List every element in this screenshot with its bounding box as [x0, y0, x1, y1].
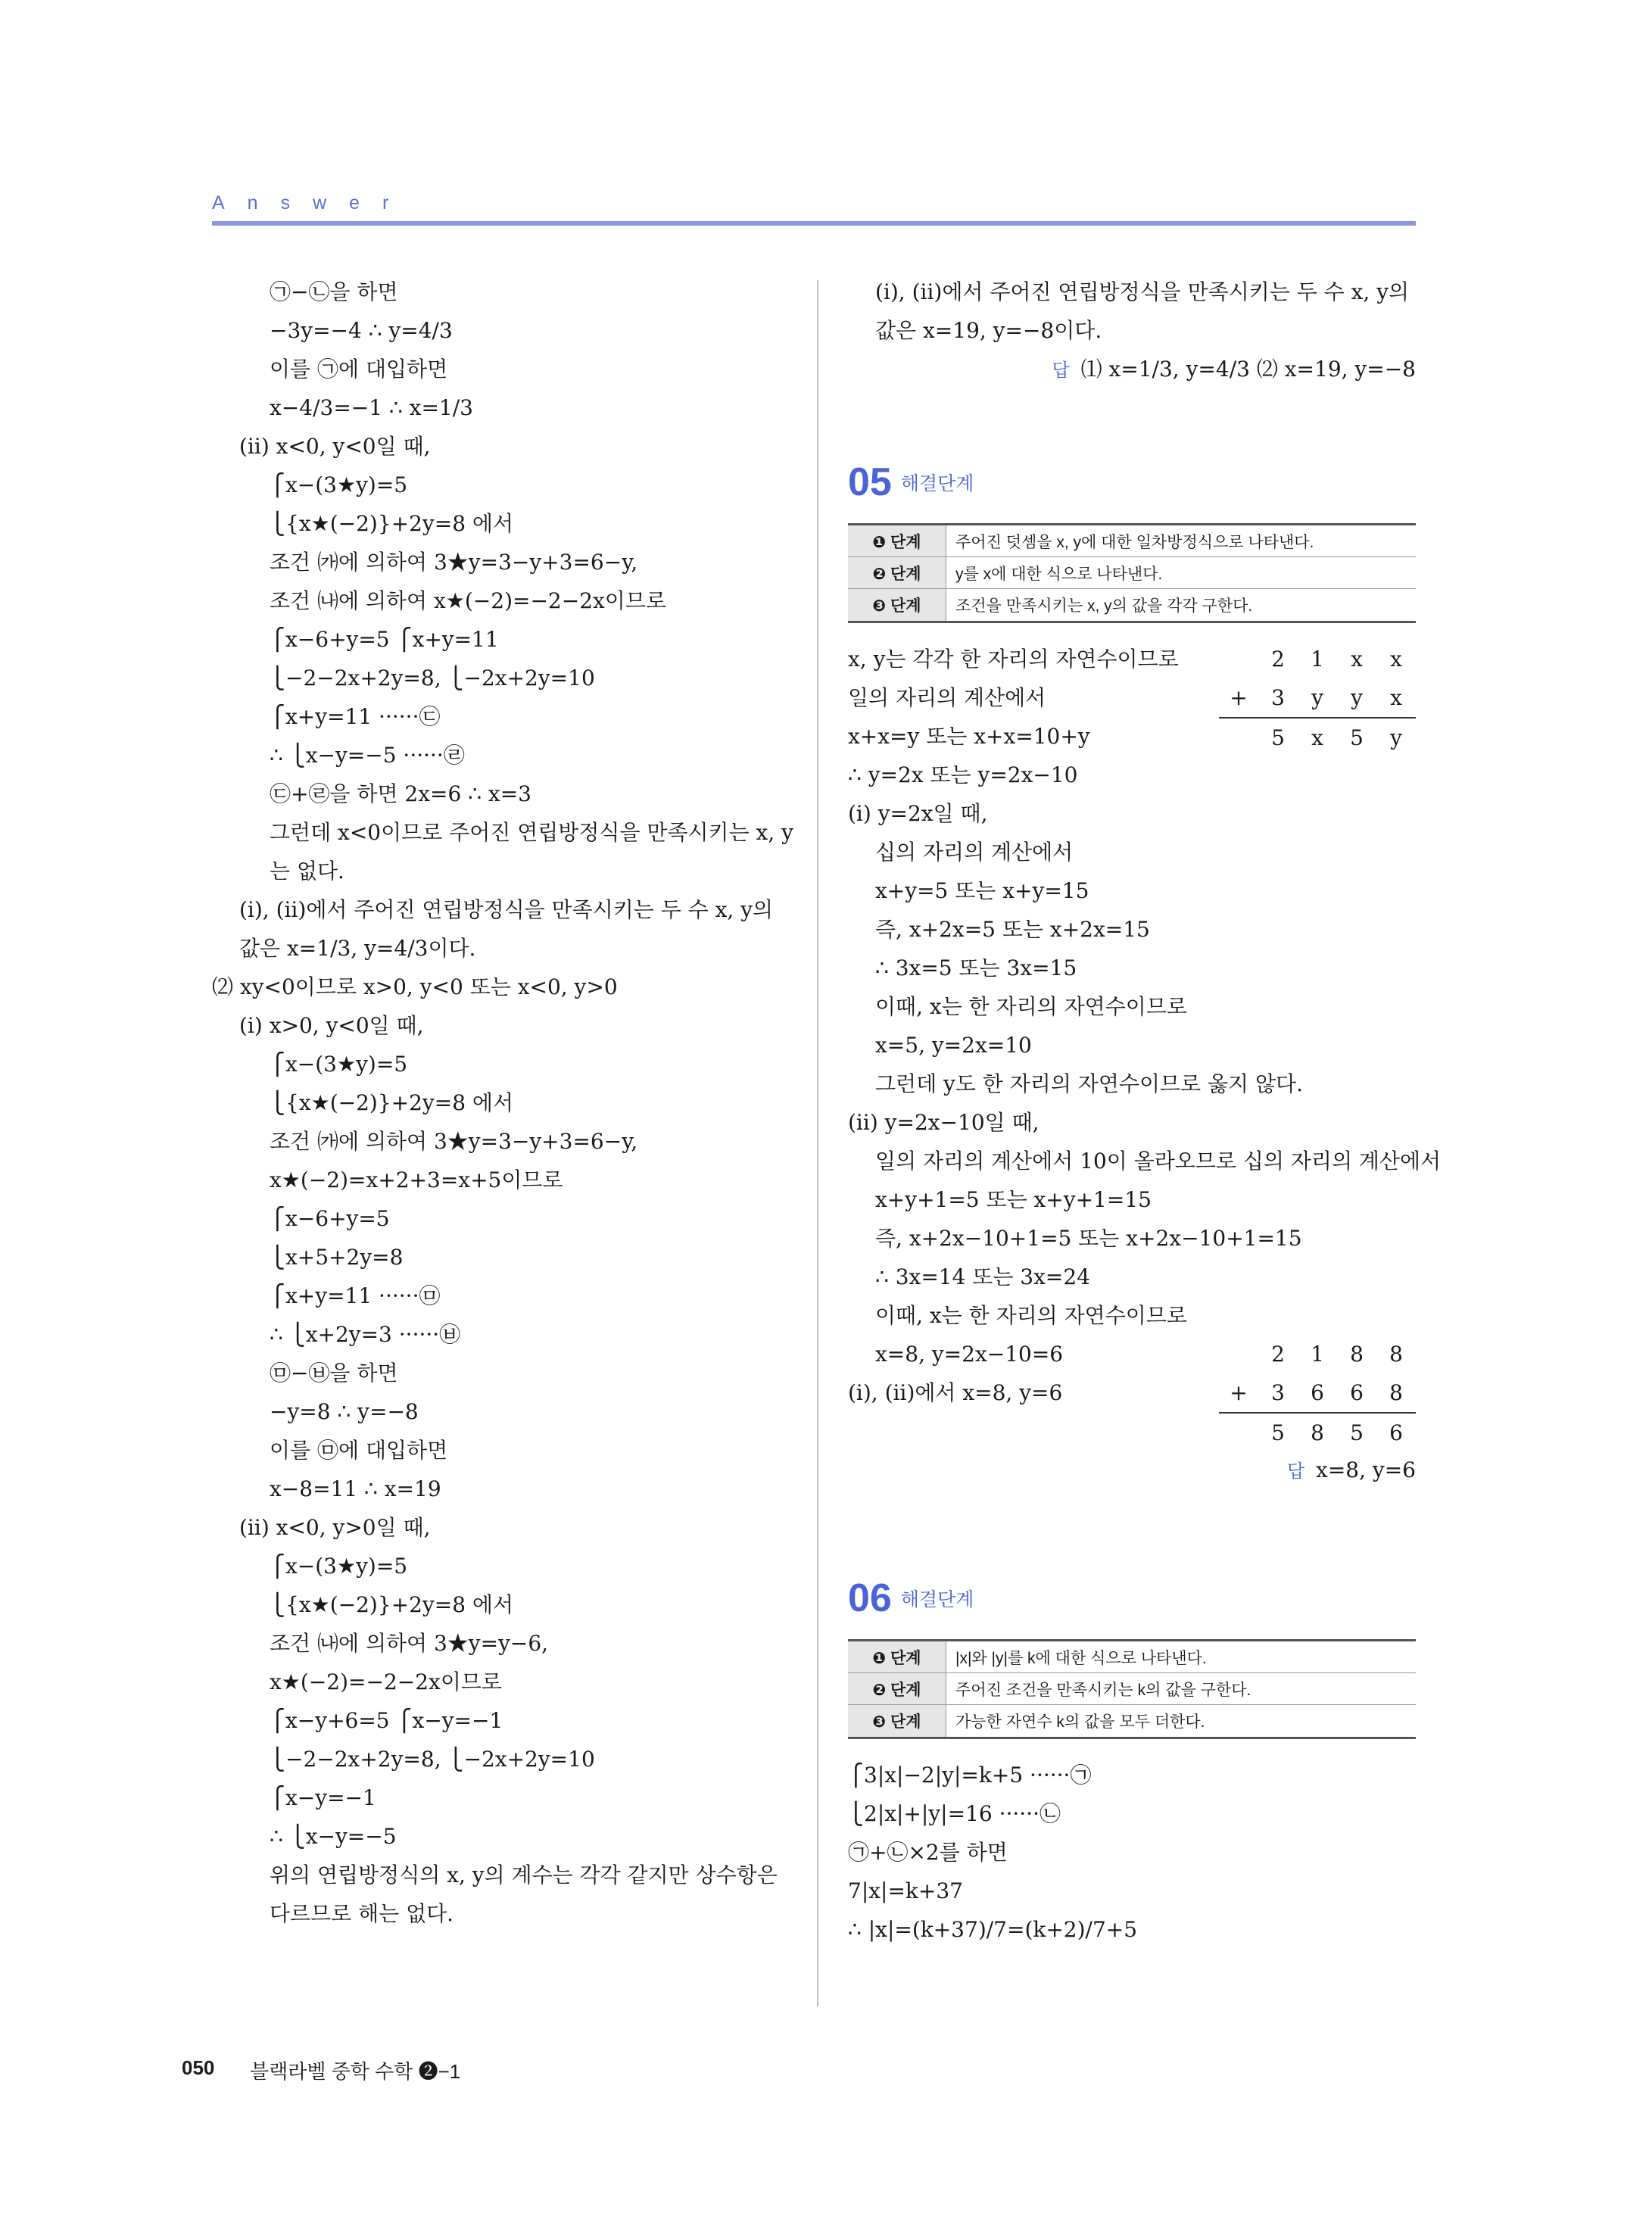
- text-line: x−8=11 ∴ x=19: [270, 1476, 441, 1501]
- text-line: 그런데 x<0이므로 주어진 연립방정식을 만족시키는 x, y: [270, 820, 793, 845]
- digit-cell: +: [1230, 1380, 1248, 1405]
- digit-cell: y: [1351, 685, 1363, 710]
- text-line: 즉, x+2x−10+1=5 또는 x+2x−10+1=15: [875, 1226, 1302, 1251]
- step-row: [848, 525, 1416, 557]
- text-line: (ⅱ) y=2x−10일 때,: [848, 1110, 1040, 1135]
- text-line: 값은 x=19, y=−8이다.: [875, 318, 1102, 343]
- text-line: x★(−2)=x+2+3=x+5이므로: [270, 1167, 563, 1192]
- text-line: ⎩{x★(−2)}+2y=8 에서: [270, 1592, 514, 1617]
- digit-cell: 8: [1311, 1420, 1324, 1445]
- addition-result: [1219, 1414, 1416, 1452]
- digit-cell: 5: [1350, 1420, 1364, 1445]
- text-line: (ⅱ) x<0, y>0일 때,: [239, 1515, 431, 1540]
- digit-cell: y: [1390, 725, 1402, 750]
- text-line: x−4/3=−1 ∴ x=1/3: [270, 395, 473, 420]
- digit-cell: +: [1230, 685, 1248, 710]
- text-line: ㉤−㉥을 하면: [270, 1361, 398, 1386]
- step-number: ❸ 단계: [848, 1705, 946, 1737]
- addition-check: [1219, 1335, 1416, 1452]
- step-row: [848, 557, 1416, 589]
- step-row: [848, 589, 1416, 621]
- text-line: x=8, y=2x−10=6: [875, 1342, 1064, 1367]
- step-row: [848, 1641, 1416, 1673]
- step-description: |x|와 |y|를 k에 대한 식으로 나타낸다.: [955, 1649, 1207, 1667]
- text-line: ∴ y=2x 또는 y=2x−10: [848, 762, 1078, 787]
- digit-cell: 1: [1311, 647, 1324, 672]
- text-line: 즉, x+2x=5 또는 x+2x=15: [875, 917, 1150, 942]
- addition-result: [1219, 719, 1416, 757]
- text-line: 조건 ㈎에 의하여 3★y=3−y+3=6−y,: [270, 1129, 638, 1154]
- text-line: ⎧x+y=11 ······㉢: [270, 704, 441, 729]
- page-number: 050: [182, 2056, 215, 2079]
- text-line: ∴ ⎩x+2y=3 ······㉥: [270, 1322, 461, 1347]
- answer-key: 답: [1052, 360, 1070, 381]
- step-number: ❷ 단계: [848, 1673, 946, 1704]
- text-line: ∴ ⎩x−y=−5: [270, 1824, 397, 1849]
- text-line: ⎧x−6+y=5 ⎧x+y=11: [270, 627, 499, 652]
- section-05-body: [848, 640, 1442, 1489]
- text-line: ⎧x−(3★y)=5: [270, 1052, 408, 1077]
- text-line: ⎩{x★(−2)}+2y=8 에서: [270, 511, 514, 536]
- section-05-heading: [848, 457, 1416, 502]
- text-line: 이때, x는 한 자리의 자연수이므로: [875, 1303, 1187, 1328]
- digit-cell: 8: [1350, 1342, 1364, 1367]
- text-line: 다르므로 해는 없다.: [270, 1901, 454, 1926]
- digit-cell: 5: [1271, 1420, 1285, 1445]
- text-line: x★(−2)=−2−2x이므로: [270, 1669, 502, 1694]
- text-line: ⎧x+y=11 ······㉤: [270, 1283, 441, 1308]
- section-06-lines: [848, 1756, 1416, 1949]
- text-line: (ⅱ) x<0, y<0일 때,: [239, 434, 431, 459]
- text-line: ∴ ⎩x−y=−5 ······㉣: [270, 743, 465, 768]
- text-line: (ⅰ), (ⅱ)에서 주어진 연립방정식을 만족시키는 두 수 x, y의: [875, 279, 1410, 304]
- text-line: 7|x|=k+37: [848, 1878, 963, 1903]
- text-line: (ⅰ), (ⅱ)에서 x=8, y=6: [848, 1380, 1063, 1405]
- step-number: ❸ 단계: [848, 589, 946, 621]
- digit-cell: 6: [1389, 1420, 1403, 1445]
- digit-cell: 2: [1271, 647, 1285, 672]
- digit-cell: 3: [1271, 1380, 1285, 1405]
- right-top-lines: [848, 273, 1416, 350]
- section-number: 06: [848, 1576, 892, 1620]
- text-line: ⎩{x★(−2)}+2y=8 에서: [270, 1090, 514, 1115]
- answer-key: 답: [1286, 1461, 1305, 1482]
- digit-cell: 6: [1311, 1380, 1324, 1405]
- answer-04: [848, 350, 1416, 388]
- solution-steps-table: [848, 523, 1416, 623]
- text-line: x+x=y 또는 x+x=10+y: [848, 724, 1090, 749]
- right-column: [848, 273, 1442, 1949]
- step-description: y를 x에 대한 식으로 나타낸다.: [955, 565, 1163, 583]
- text-line: ⎩−2−2x+2y=8, ⎩−2x+2y=10: [270, 666, 595, 690]
- section-number: 05: [848, 460, 892, 504]
- step-number: ❶ 단계: [848, 1641, 946, 1672]
- text-line: x+y+1=5 또는 x+y+1=15: [875, 1187, 1152, 1212]
- answer-text: x=8, y=6: [1316, 1457, 1416, 1482]
- column-divider: [817, 280, 818, 2006]
- digit-cell: 3: [1271, 685, 1285, 710]
- digit-cell: 8: [1389, 1342, 1403, 1367]
- text-line: ⎧x−y+6=5 ⎧x−y=−1: [270, 1708, 503, 1733]
- digit-cell: 8: [1389, 1380, 1403, 1405]
- step-row: [848, 1673, 1416, 1705]
- text-line: ⎧3|x|−2|y|=k+5 ······㉠: [848, 1763, 1092, 1788]
- digit-cell: 5: [1271, 725, 1285, 750]
- digit-cell: x: [1390, 685, 1402, 710]
- text-line: (ⅰ) y=2x일 때,: [848, 801, 988, 826]
- answer-05: [848, 1451, 1416, 1489]
- step-row: [848, 1705, 1416, 1737]
- digit-cell: y: [1311, 685, 1323, 710]
- step-description: 가능한 자연수 k의 값을 모두 더한다.: [955, 1713, 1205, 1731]
- text-line: 일의 자리의 계산에서 10이 올라오므로 십의 자리의 계산에서: [875, 1149, 1442, 1174]
- header-label: Answer: [212, 192, 412, 214]
- digit-cell: 6: [1350, 1380, 1364, 1405]
- text-line: 이때, x는 한 자리의 자연수이므로: [875, 994, 1187, 1019]
- text-line: x=5, y=2x=10: [875, 1033, 1032, 1058]
- step-description: 조건을 만족시키는 x, y의 값을 각각 구한다.: [955, 597, 1253, 615]
- digit-cell: x: [1390, 647, 1402, 672]
- text-line: 이를 ㉠에 대입하면: [270, 357, 448, 382]
- addition-row: [1219, 640, 1416, 678]
- text-line: 는 없다.: [270, 859, 344, 884]
- text-line: 조건 ㈏에 의하여 x★(−2)=−2−2x이므로: [270, 588, 666, 613]
- text-line: 일의 자리의 계산에서: [848, 685, 1046, 710]
- text-line: ∴ 3x=14 또는 3x=24: [875, 1264, 1091, 1289]
- text-line: ⎩2|x|+|y|=16 ······㉡: [848, 1801, 1061, 1826]
- text-line: ⎧x−y=−1: [270, 1785, 376, 1810]
- digit-cell: 2: [1271, 1342, 1285, 1367]
- text-line: 위의 연립방정식의 x, y의 계수는 각각 같지만 상수항은: [270, 1862, 778, 1887]
- text-line: ⎧x−6+y=5: [270, 1206, 390, 1231]
- step-description: 주어진 덧셈을 x, y에 대한 일차방정식으로 나타낸다.: [955, 533, 1314, 551]
- text-line: ∴ |x|=(k+37)/7=(k+2)/7+5: [848, 1917, 1138, 1942]
- text-line: 이를 ㉤에 대입하면: [270, 1438, 448, 1463]
- solution-steps-table: [848, 1639, 1416, 1739]
- text-line: x+y=5 또는 x+y=15: [875, 878, 1089, 903]
- text-line: 조건 ㈎에 의하여 3★y=3−y+3=6−y,: [270, 550, 638, 575]
- step-description: 주어진 조건을 만족시키는 k의 값을 구한다.: [955, 1681, 1251, 1699]
- text-line: ⎩x+5+2y=8: [270, 1245, 404, 1270]
- section-title: 해결단계: [900, 473, 974, 494]
- digit-cell: x: [1351, 647, 1363, 672]
- book-title: 블랙라벨 중학 수학 ❷−1: [250, 2060, 461, 2083]
- section-title: 해결단계: [900, 1589, 974, 1610]
- section-06-heading: [848, 1573, 1416, 1618]
- step-number: ❷ 단계: [848, 557, 946, 588]
- digit-cell: 5: [1350, 725, 1364, 750]
- text-line: 십의 자리의 계산에서: [875, 840, 1074, 865]
- text-line: ㉢+㉣을 하면 2x=6 ∴ x=3: [270, 781, 531, 806]
- text-line: ⎧x−(3★y)=5: [270, 472, 408, 497]
- step-number: ❶ 단계: [848, 525, 946, 556]
- text-line: ⎧x−(3★y)=5: [270, 1554, 408, 1579]
- addition-row: [1219, 1335, 1416, 1373]
- text-line: 그런데 y도 한 자리의 자연수이므로 옳지 않다.: [875, 1071, 1303, 1096]
- text-line: (ⅰ) x>0, y<0일 때,: [239, 1013, 424, 1038]
- text-line: ⑵ xy<0이므로 x>0, y<0 또는 x<0, y>0: [212, 974, 618, 999]
- left-column: [212, 273, 793, 1933]
- text-line: (ⅰ), (ⅱ)에서 주어진 연립방정식을 만족시키는 두 수 x, y의: [239, 897, 774, 922]
- digit-cell: x: [1311, 725, 1323, 750]
- text-line: ㉠−㉡을 하면: [270, 279, 398, 304]
- text-line: −3y=−4 ∴ y=4/3: [270, 318, 453, 343]
- text-line: ㉠+㉡×2를 하면: [848, 1840, 1008, 1865]
- text-line: x, y는 각각 한 자리의 자연수이므로: [848, 647, 1179, 672]
- addition-row: [1219, 1373, 1416, 1412]
- header-rule: [212, 221, 1416, 226]
- digit-cell: 1: [1311, 1342, 1324, 1367]
- addition-problem: [1219, 640, 1416, 757]
- answer-text: ⑴ x=1/3, y=4/3 ⑵ x=19, y=−8: [1080, 357, 1416, 382]
- text-line: ⎩−2−2x+2y=8, ⎩−2x+2y=10: [270, 1747, 595, 1772]
- text-line: ∴ 3x=5 또는 3x=15: [875, 955, 1077, 980]
- addition-row: [1219, 678, 1416, 717]
- text-line: 값은 x=1/3, y=4/3이다.: [239, 936, 476, 961]
- text-line: 조건 ㈏에 의하여 3★y=y−6,: [270, 1631, 549, 1656]
- text-line: −y=8 ∴ y=−8: [270, 1399, 419, 1424]
